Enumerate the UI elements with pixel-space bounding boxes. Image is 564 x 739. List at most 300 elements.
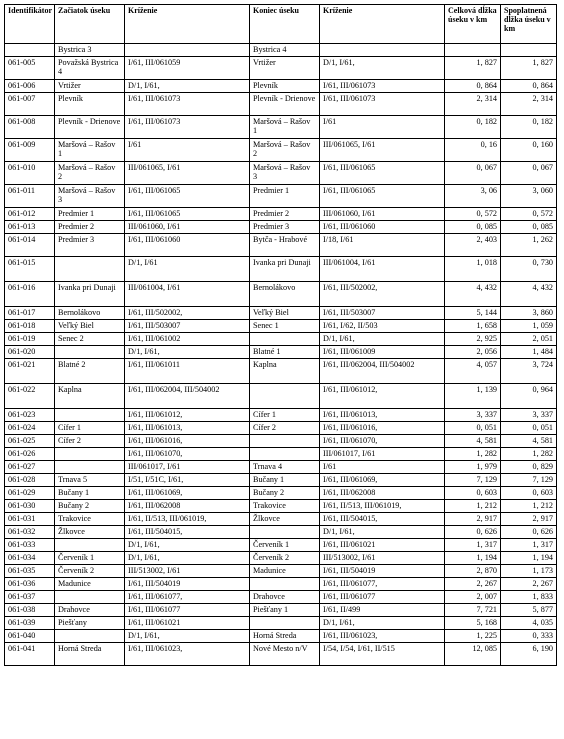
table-row <box>5 604 557 617</box>
cell-identifier: 061-014 <box>5 234 55 257</box>
cell-identifier: 061-009 <box>5 139 55 162</box>
cell-total-length: 1, 282 <box>445 448 501 461</box>
header-crossing-end: Kríženie <box>320 5 445 44</box>
cell-crossing-end: I/61, I/62, II/503 <box>320 320 445 333</box>
cell-crossing-end: I/61, III/061021 <box>320 539 445 552</box>
table-header-row <box>5 5 557 44</box>
cell-section-end <box>250 448 320 461</box>
table-row <box>5 422 557 435</box>
cell-tolled-length: 1, 212 <box>501 500 557 513</box>
cell-section-end: Cífer 1 <box>250 409 320 422</box>
cell-crossing-end: I/61, III/504015, <box>320 513 445 526</box>
cell-section-start: Bernolákovo <box>55 307 125 320</box>
cell-tolled-length: 0, 067 <box>501 162 557 185</box>
cell-identifier: 061-005 <box>5 57 55 80</box>
header-total-length: Celková dĺžka úseku v km <box>445 5 501 44</box>
table-row <box>5 333 557 346</box>
table-row <box>5 282 557 307</box>
cell-identifier: 061-024 <box>5 422 55 435</box>
cell-section-end: Červeník 1 <box>250 539 320 552</box>
table-row <box>5 57 557 80</box>
cell-identifier: 061-027 <box>5 461 55 474</box>
cell-crossing-end: III/061017, I/61 <box>320 448 445 461</box>
cell-crossing-end: I/61, III/061069, <box>320 474 445 487</box>
cell-crossing-end: I/61, III/061077 <box>320 591 445 604</box>
cell-crossing-end: I/54, I/54, I/61, II/515 <box>320 643 445 666</box>
cell-total-length: 1, 194 <box>445 552 501 565</box>
table-row <box>5 500 557 513</box>
cell-crossing-end: D/1, I/61, <box>320 526 445 539</box>
cell-total-length: 1, 317 <box>445 539 501 552</box>
cell-tolled-length: 4, 035 <box>501 617 557 630</box>
cell-crossing-end: I/61, III/061070, <box>320 435 445 448</box>
cell-identifier: 061-028 <box>5 474 55 487</box>
cell-section-end: Horná Streda <box>250 630 320 643</box>
cell-tolled-length: 3, 860 <box>501 307 557 320</box>
table-row <box>5 44 557 57</box>
cell-crossing-start: I/61, III/061069, <box>125 487 250 500</box>
cell-section-start: Veľký Biel <box>55 320 125 333</box>
cell-identifier: 061-030 <box>5 500 55 513</box>
cell-crossing-end: I/61, III/061016, <box>320 422 445 435</box>
cell-section-start: Cífer 1 <box>55 422 125 435</box>
cell-section-end: Trakovice <box>250 500 320 513</box>
cell-section-start: Žlkovce <box>55 526 125 539</box>
table-row <box>5 539 557 552</box>
table-row <box>5 474 557 487</box>
cell-identifier: 061-018 <box>5 320 55 333</box>
cell-tolled-length: 2, 314 <box>501 93 557 116</box>
cell-tolled-length: 0, 964 <box>501 384 557 409</box>
cell-tolled-length: 0, 333 <box>501 630 557 643</box>
cell-total-length: 0, 626 <box>445 526 501 539</box>
cell-section-end: Bytča - Hrabové <box>250 234 320 257</box>
cell-crossing-end: III/513002, I/61 <box>320 552 445 565</box>
cell-section-end: Bučany 1 <box>250 474 320 487</box>
cell-crossing-end: I/61, II/499 <box>320 604 445 617</box>
cell-crossing-end: III/061065, I/61 <box>320 139 445 162</box>
cell-crossing-end <box>320 44 445 57</box>
cell-total-length: 1, 658 <box>445 320 501 333</box>
cell-section-start: Červeník 1 <box>55 552 125 565</box>
table-row <box>5 221 557 234</box>
cell-identifier: 061-026 <box>5 448 55 461</box>
cell-section-start: Maršová – Rašov 1 <box>55 139 125 162</box>
cell-crossing-end: I/61, III/503007 <box>320 307 445 320</box>
cell-tolled-length: 3, 724 <box>501 359 557 384</box>
cell-tolled-length: 3, 337 <box>501 409 557 422</box>
cell-identifier: 061-011 <box>5 185 55 208</box>
cell-section-start: Blatné 2 <box>55 359 125 384</box>
cell-identifier: 061-015 <box>5 257 55 282</box>
table-row <box>5 487 557 500</box>
cell-crossing-end: I/61, III/061023, <box>320 630 445 643</box>
cell-tolled-length <box>501 44 557 57</box>
cell-tolled-length: 1, 317 <box>501 539 557 552</box>
cell-crossing-end: I/61 <box>320 116 445 139</box>
cell-identifier: 061-039 <box>5 617 55 630</box>
cell-identifier: 061-029 <box>5 487 55 500</box>
table-row <box>5 257 557 282</box>
cell-tolled-length: 0, 603 <box>501 487 557 500</box>
cell-crossing-end: I/61, III/061077, <box>320 578 445 591</box>
header-section-end: Koniec úseku <box>250 5 320 44</box>
cell-identifier: 061-013 <box>5 221 55 234</box>
cell-crossing-start: I/61, III/502002, <box>125 307 250 320</box>
cell-section-end: Maršová – Rašov 2 <box>250 139 320 162</box>
cell-identifier: 061-023 <box>5 409 55 422</box>
cell-identifier: 061-031 <box>5 513 55 526</box>
cell-identifier: 061-008 <box>5 116 55 139</box>
header-tolled-length: Spoplatnená dĺžka úseku v km <box>501 5 557 44</box>
cell-total-length: 5, 144 <box>445 307 501 320</box>
cell-section-end: Trnava 4 <box>250 461 320 474</box>
cell-section-end: Drahovce <box>250 591 320 604</box>
cell-total-length: 4, 581 <box>445 435 501 448</box>
cell-section-start: Trakovice <box>55 513 125 526</box>
cell-crossing-start: III/061017, I/61 <box>125 461 250 474</box>
cell-crossing-end: I/61, III/062004, III/504002 <box>320 359 445 384</box>
cell-crossing-end: D/1, I/61, <box>320 333 445 346</box>
cell-total-length: 0, 067 <box>445 162 501 185</box>
cell-identifier: 061-036 <box>5 578 55 591</box>
cell-section-start: Maršová – Rašov 3 <box>55 185 125 208</box>
cell-section-start: Bučany 1 <box>55 487 125 500</box>
cell-section-start: Plevník <box>55 93 125 116</box>
cell-section-end: Červeník 2 <box>250 552 320 565</box>
cell-total-length: 1, 212 <box>445 500 501 513</box>
cell-tolled-length: 1, 484 <box>501 346 557 359</box>
cell-crossing-end: III/061060, I/61 <box>320 208 445 221</box>
cell-section-end: Madunice <box>250 565 320 578</box>
cell-tolled-length: 1, 833 <box>501 591 557 604</box>
cell-total-length: 2, 925 <box>445 333 501 346</box>
cell-total-length: 12, 085 <box>445 643 501 666</box>
document-page <box>4 4 556 666</box>
cell-tolled-length: 4, 581 <box>501 435 557 448</box>
cell-crossing-end: I/61, III/061009 <box>320 346 445 359</box>
cell-identifier: 061-025 <box>5 435 55 448</box>
table-row <box>5 630 557 643</box>
cell-section-start: Drahovce <box>55 604 125 617</box>
cell-tolled-length: 4, 432 <box>501 282 557 307</box>
cell-section-end: Senec 1 <box>250 320 320 333</box>
cell-tolled-length: 1, 059 <box>501 320 557 333</box>
header-identifier: Identifikátor <box>5 5 55 44</box>
cell-crossing-start: I/51, I/51C, I/61, <box>125 474 250 487</box>
table-row <box>5 116 557 139</box>
cell-section-end: Veľký Biel <box>250 307 320 320</box>
cell-crossing-start <box>125 44 250 57</box>
cell-total-length: 0, 085 <box>445 221 501 234</box>
table-row <box>5 526 557 539</box>
cell-section-start: Bučany 2 <box>55 500 125 513</box>
cell-section-start: Vrtižer <box>55 80 125 93</box>
cell-total-length: 2, 007 <box>445 591 501 604</box>
cell-total-length: 0, 051 <box>445 422 501 435</box>
cell-crossing-start: I/61, III/504019 <box>125 578 250 591</box>
cell-tolled-length: 2, 267 <box>501 578 557 591</box>
cell-section-end: Maršová – Rašov 1 <box>250 116 320 139</box>
cell-identifier: 061-022 <box>5 384 55 409</box>
cell-identifier: 061-007 <box>5 93 55 116</box>
cell-identifier: 061-020 <box>5 346 55 359</box>
table-row <box>5 643 557 666</box>
cell-total-length: 4, 057 <box>445 359 501 384</box>
cell-section-start: Predmier 3 <box>55 234 125 257</box>
table-row <box>5 513 557 526</box>
cell-total-length: 0, 16 <box>445 139 501 162</box>
cell-crossing-start: III/061004, I/61 <box>125 282 250 307</box>
table-row <box>5 307 557 320</box>
cell-tolled-length: 0, 572 <box>501 208 557 221</box>
cell-crossing-start: I/61, III/061070, <box>125 448 250 461</box>
cell-crossing-start: I/61, III/061065 <box>125 185 250 208</box>
table-row <box>5 552 557 565</box>
cell-crossing-end: D/1, I/61, <box>320 57 445 80</box>
cell-identifier: 061-038 <box>5 604 55 617</box>
cell-crossing-end: I/61, III/061060 <box>320 221 445 234</box>
cell-crossing-start: I/61, III/061011 <box>125 359 250 384</box>
cell-section-end <box>250 333 320 346</box>
cell-crossing-start: I/61 <box>125 139 250 162</box>
cell-total-length: 7, 129 <box>445 474 501 487</box>
table-row <box>5 409 557 422</box>
cell-crossing-end: I/61, III/061073 <box>320 93 445 116</box>
cell-crossing-start: D/1, I/61, <box>125 630 250 643</box>
cell-section-start <box>55 539 125 552</box>
cell-section-end: Blatné 1 <box>250 346 320 359</box>
table-row <box>5 346 557 359</box>
cell-crossing-start: I/61, II/513, III/061019, <box>125 513 250 526</box>
cell-section-end <box>250 526 320 539</box>
cell-total-length: 0, 182 <box>445 116 501 139</box>
cell-section-start <box>55 257 125 282</box>
cell-section-start: Senec 2 <box>55 333 125 346</box>
cell-total-length: 1, 139 <box>445 384 501 409</box>
cell-crossing-end: I/61, III/504019 <box>320 565 445 578</box>
header-section-start: Začiatok úseku <box>55 5 125 44</box>
cell-section-start: Kaplna <box>55 384 125 409</box>
cell-crossing-start: D/1, I/61, <box>125 552 250 565</box>
cell-tolled-length: 1, 827 <box>501 57 557 80</box>
cell-total-length: 0, 572 <box>445 208 501 221</box>
cell-crossing-end: I/61, II/513, III/061019, <box>320 500 445 513</box>
table-row <box>5 320 557 333</box>
cell-tolled-length: 0, 051 <box>501 422 557 435</box>
cell-total-length: 3, 06 <box>445 185 501 208</box>
cell-section-start <box>55 409 125 422</box>
cell-total-length <box>445 44 501 57</box>
cell-section-end: Vrtižer <box>250 57 320 80</box>
cell-crossing-start: III/061060, I/61 <box>125 221 250 234</box>
cell-crossing-end: I/61, III/061013, <box>320 409 445 422</box>
cell-total-length: 7, 721 <box>445 604 501 617</box>
cell-crossing-start: I/61, III/062004, III/504002 <box>125 384 250 409</box>
table-row <box>5 80 557 93</box>
cell-crossing-start: D/1, I/61, <box>125 539 250 552</box>
cell-total-length: 1, 225 <box>445 630 501 643</box>
cell-crossing-start: I/61, III/061012, <box>125 409 250 422</box>
cell-crossing-start: I/61, III/061023, <box>125 643 250 666</box>
table-row <box>5 435 557 448</box>
cell-tolled-length: 2, 051 <box>501 333 557 346</box>
cell-crossing-start: I/61, III/062008 <box>125 500 250 513</box>
cell-total-length: 2, 917 <box>445 513 501 526</box>
cell-crossing-start: I/61, III/061073 <box>125 93 250 116</box>
table-row <box>5 162 557 185</box>
cell-total-length: 4, 432 <box>445 282 501 307</box>
cell-total-length: 0, 603 <box>445 487 501 500</box>
road-section-table <box>4 4 557 666</box>
cell-identifier: 061-032 <box>5 526 55 539</box>
cell-identifier: 061-035 <box>5 565 55 578</box>
cell-section-end: Predmier 1 <box>250 185 320 208</box>
table-row <box>5 565 557 578</box>
cell-tolled-length: 6, 190 <box>501 643 557 666</box>
cell-section-start <box>55 630 125 643</box>
cell-tolled-length: 3, 060 <box>501 185 557 208</box>
cell-crossing-start: I/61, III/061021 <box>125 617 250 630</box>
cell-crossing-start: D/1, I/61, <box>125 80 250 93</box>
cell-section-end <box>250 617 320 630</box>
cell-identifier: 061-033 <box>5 539 55 552</box>
cell-total-length: 2, 267 <box>445 578 501 591</box>
cell-section-start: Trnava 5 <box>55 474 125 487</box>
table-row <box>5 139 557 162</box>
cell-identifier: 061-017 <box>5 307 55 320</box>
cell-crossing-end: I/61, III/061065 <box>320 162 445 185</box>
cell-section-end: Ivanka pri Dunaji <box>250 257 320 282</box>
table-row <box>5 461 557 474</box>
cell-section-start <box>55 591 125 604</box>
cell-crossing-start: I/61, III/061059 <box>125 57 250 80</box>
cell-identifier: 061-021 <box>5 359 55 384</box>
cell-crossing-start: I/61, III/061077, <box>125 591 250 604</box>
cell-section-end: Piešťany 1 <box>250 604 320 617</box>
table-row <box>5 591 557 604</box>
cell-total-length: 0, 864 <box>445 80 501 93</box>
cell-total-length: 1, 018 <box>445 257 501 282</box>
cell-crossing-end: D/1, I/61, <box>320 617 445 630</box>
cell-section-end: Cífer 2 <box>250 422 320 435</box>
cell-tolled-length: 0, 085 <box>501 221 557 234</box>
cell-section-end: Plevník - Drienove <box>250 93 320 116</box>
table-row <box>5 578 557 591</box>
cell-identifier: 061-034 <box>5 552 55 565</box>
cell-total-length: 1, 827 <box>445 57 501 80</box>
cell-tolled-length: 1, 282 <box>501 448 557 461</box>
cell-section-end: Bučany 2 <box>250 487 320 500</box>
table-body <box>5 44 557 666</box>
cell-crossing-start: D/1, I/61 <box>125 257 250 282</box>
cell-identifier: 061-012 <box>5 208 55 221</box>
cell-total-length: 3, 337 <box>445 409 501 422</box>
table-row <box>5 234 557 257</box>
cell-tolled-length: 0, 730 <box>501 257 557 282</box>
cell-crossing-end: III/061004, I/61 <box>320 257 445 282</box>
header-crossing-start: Kríženie <box>125 5 250 44</box>
cell-section-end: Nové Mesto n/V <box>250 643 320 666</box>
cell-total-length: 2, 056 <box>445 346 501 359</box>
cell-section-start: Plevník - Drienove <box>55 116 125 139</box>
cell-section-start: Predmier 2 <box>55 221 125 234</box>
cell-identifier: 061-016 <box>5 282 55 307</box>
cell-crossing-start: D/1, I/61, <box>125 346 250 359</box>
cell-identifier: 061-040 <box>5 630 55 643</box>
cell-section-end <box>250 578 320 591</box>
cell-crossing-start: I/61, III/061077 <box>125 604 250 617</box>
cell-section-start: Predmier 1 <box>55 208 125 221</box>
cell-section-start: Bystrica 3 <box>55 44 125 57</box>
cell-tolled-length: 7, 129 <box>501 474 557 487</box>
cell-identifier: 061-037 <box>5 591 55 604</box>
cell-tolled-length: 0, 864 <box>501 80 557 93</box>
cell-crossing-end: I/61, III/502002, <box>320 282 445 307</box>
cell-tolled-length: 0, 182 <box>501 116 557 139</box>
cell-section-start: Považská Bystrica 4 <box>55 57 125 80</box>
cell-section-start: Ivanka pri Dunaji <box>55 282 125 307</box>
cell-section-start: Cífer 2 <box>55 435 125 448</box>
cell-total-length: 1, 979 <box>445 461 501 474</box>
cell-section-start <box>55 346 125 359</box>
cell-section-end: Bernolákovo <box>250 282 320 307</box>
cell-crossing-end: I/61, III/061065 <box>320 185 445 208</box>
cell-tolled-length: 2, 917 <box>501 513 557 526</box>
cell-identifier: 061-010 <box>5 162 55 185</box>
table-row <box>5 384 557 409</box>
cell-section-start: Piešťany <box>55 617 125 630</box>
cell-tolled-length: 1, 262 <box>501 234 557 257</box>
cell-crossing-end: I/61, III/062008 <box>320 487 445 500</box>
cell-tolled-length: 5, 877 <box>501 604 557 617</box>
cell-section-end: Žlkovce <box>250 513 320 526</box>
cell-tolled-length: 0, 829 <box>501 461 557 474</box>
cell-identifier: 061-006 <box>5 80 55 93</box>
cell-total-length: 2, 403 <box>445 234 501 257</box>
cell-section-end <box>250 435 320 448</box>
cell-crossing-start: I/61, III/061016, <box>125 435 250 448</box>
table-row <box>5 617 557 630</box>
cell-crossing-start: I/61, III/061002 <box>125 333 250 346</box>
cell-section-end: Bystrica 4 <box>250 44 320 57</box>
cell-tolled-length: 0, 160 <box>501 139 557 162</box>
cell-crossing-start: I/61, III/503007 <box>125 320 250 333</box>
cell-tolled-length: 0, 626 <box>501 526 557 539</box>
cell-section-start <box>55 461 125 474</box>
cell-crossing-end: I/18, I/61 <box>320 234 445 257</box>
cell-section-end: Predmier 3 <box>250 221 320 234</box>
cell-section-start: Červeník 2 <box>55 565 125 578</box>
cell-identifier: 061-019 <box>5 333 55 346</box>
cell-identifier: 061-041 <box>5 643 55 666</box>
cell-crossing-end: I/61, III/061012, <box>320 384 445 409</box>
table-row <box>5 185 557 208</box>
table-row <box>5 208 557 221</box>
cell-crossing-start: III/513002, I/61 <box>125 565 250 578</box>
cell-section-end: Predmier 2 <box>250 208 320 221</box>
cell-tolled-length: 1, 173 <box>501 565 557 578</box>
cell-crossing-start: I/61, III/061073 <box>125 116 250 139</box>
table-row <box>5 448 557 461</box>
table-row <box>5 93 557 116</box>
table-row <box>5 359 557 384</box>
cell-crossing-start: I/61, III/061060 <box>125 234 250 257</box>
cell-section-start: Horná Streda <box>55 643 125 666</box>
cell-section-end: Kaplna <box>250 359 320 384</box>
cell-crossing-start: I/61, III/504015, <box>125 526 250 539</box>
cell-crossing-end: I/61 <box>320 461 445 474</box>
